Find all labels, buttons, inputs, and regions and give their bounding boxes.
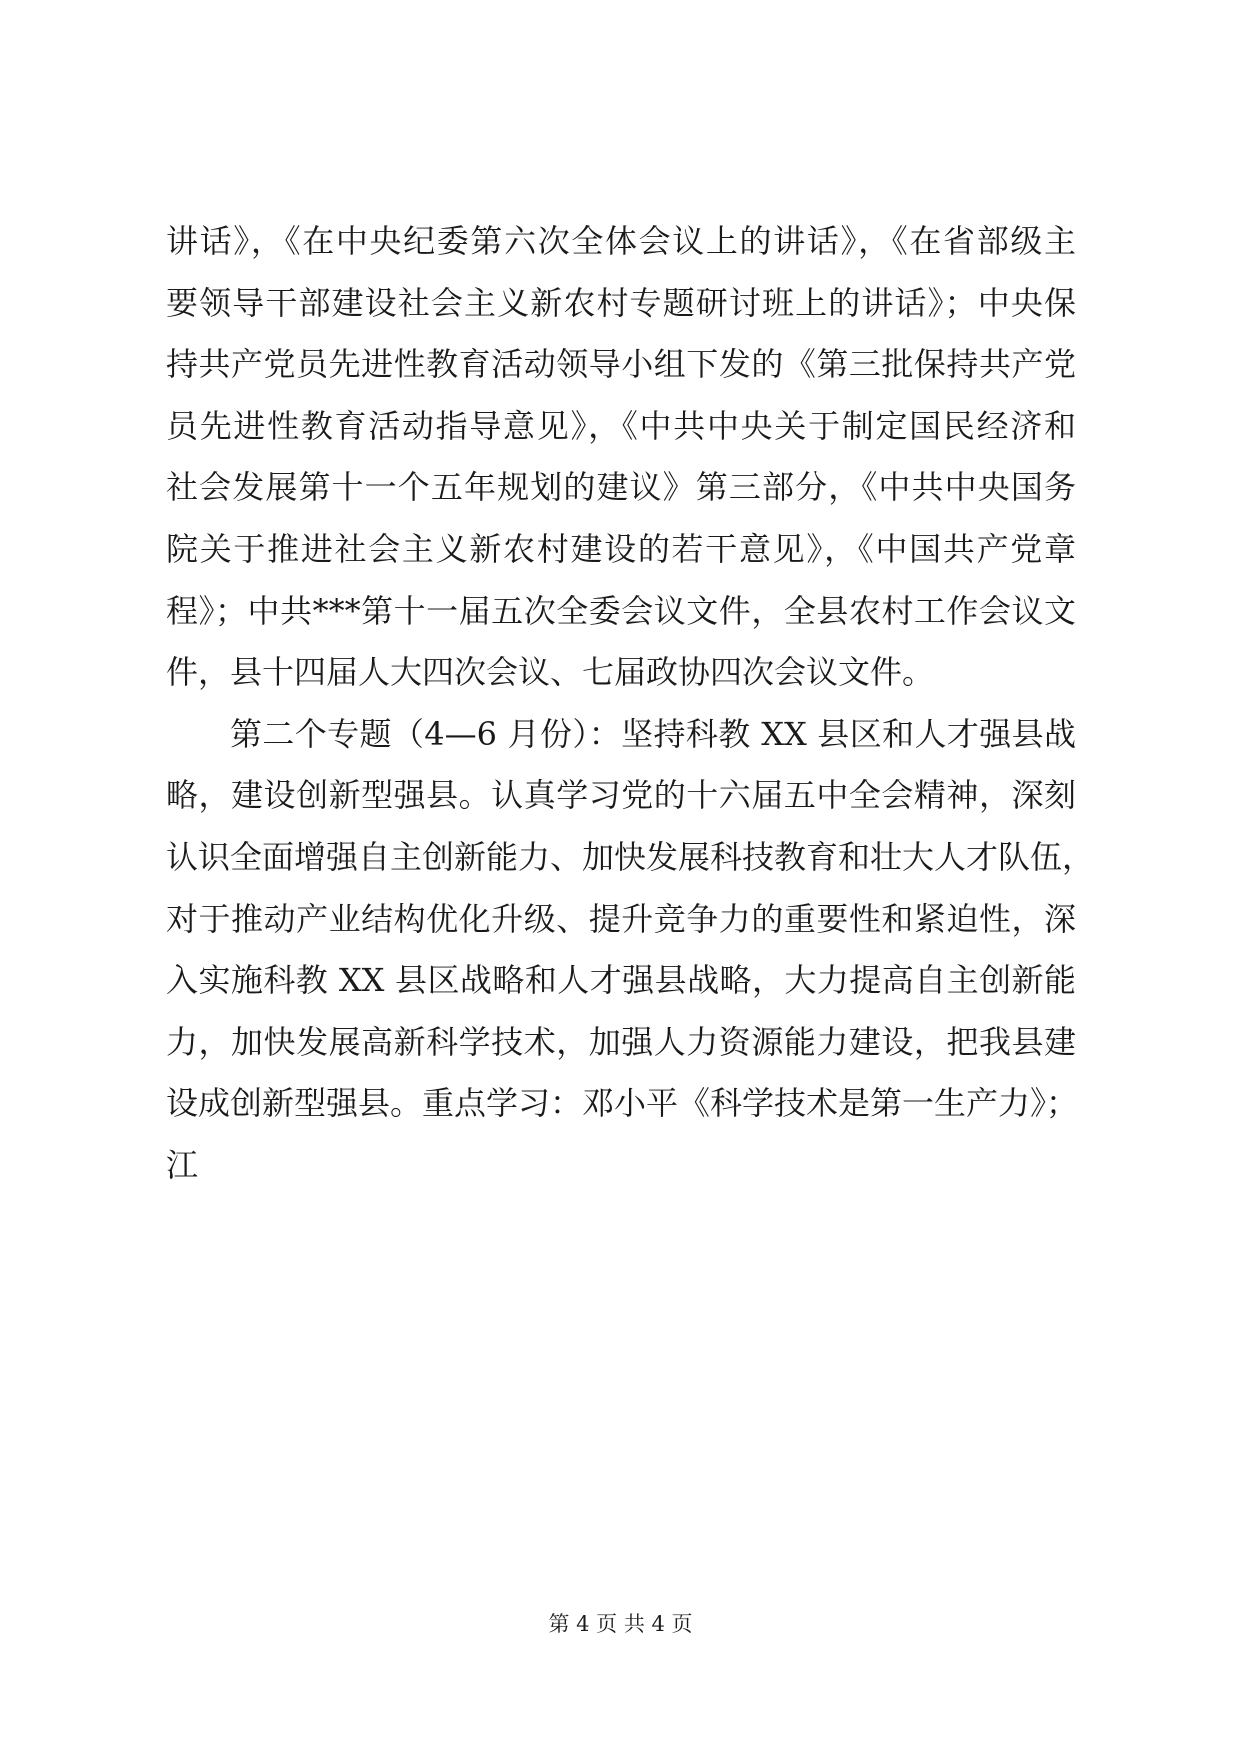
text-line: 讲话》，《在中央纪委第六次全体会议上的讲话》，《在省部级主 [166,222,1076,260]
text-line: 社会发展第十一个五年规划的建议》第三部分，《中共中央国务 [166,468,1076,507]
text-line: 江 [166,1145,199,1184]
text-line: 对于推动产业结构优化升级、提升竞争力的重要性和紧迫性，深 [166,899,1076,938]
text-line: 设成创新型强县。重点学习：邓小平《科学技术是第一生产力》； [166,1084,1079,1123]
document-body [166,222,1095,1211]
text-line: 院关于推进社会主义新农村建设的若干意见》，《中国共产党章 [166,529,1076,568]
text-line: 认识全面增强自主创新能力、加快发展科技教育和壮大人才队伍， [166,837,1095,876]
text-line: 员先进性教育活动指导意见》，《中共中央关于制定国民经济和 [166,406,1076,445]
text-line: 略，建设创新型强县。认真学习党的十六届五中全会精神，深刻 [166,776,1076,815]
paragraph-first-line: 第二个专题（4—6 月份）：坚持科教 XX 县区和人才强县战 [230,714,1076,753]
text-line: 件，县十四届人大四次会议、七届政协四次会议文件。 [166,653,935,692]
text-line: 持共产党员先进性教育活动领导小组下发的《第三批保持共产党 [166,345,1076,384]
text-line: 程》；中共***第十一届五次全委会议文件，全县农村工作会议文 [166,591,1076,630]
page-number-footer: 第 4 页 共 4 页 [548,1612,693,1636]
text-line: 入实施科教 XX 县区战略和人才强县战略，大力提高自主创新能 [166,961,1076,1000]
text-line: 力，加快发展高新科学技术，加强人力资源能力建设，把我县建 [166,1022,1076,1061]
text-line: 要领导干部建设社会主义新农村专题研讨班上的讲话》；中央保 [166,283,1076,322]
